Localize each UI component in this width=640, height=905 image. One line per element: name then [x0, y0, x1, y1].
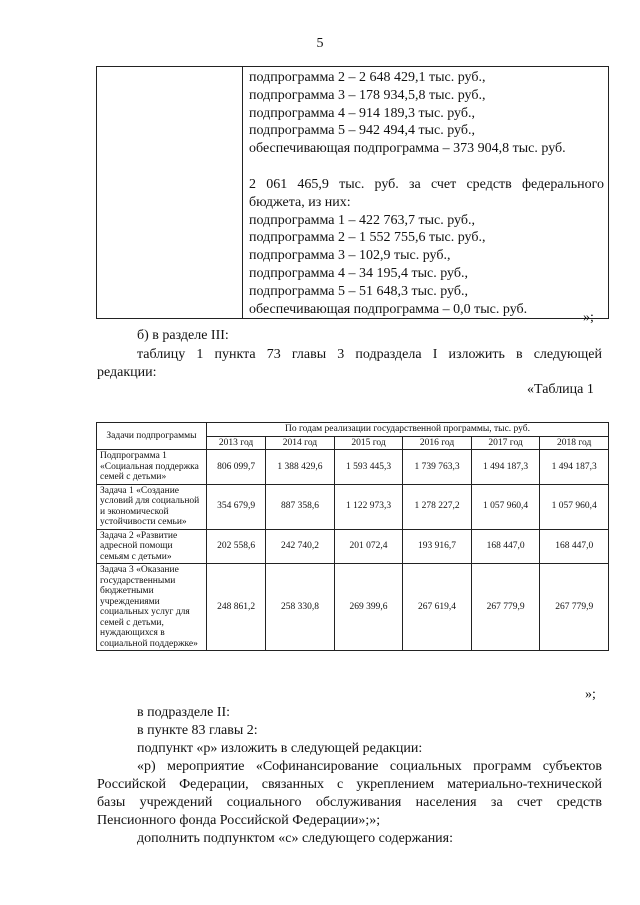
table-row [97, 564, 609, 651]
section-heading: б) в разделе III: [137, 328, 229, 343]
value-cell: 1 593 445,3 [334, 450, 403, 485]
value-cell: 269 399,6 [334, 564, 403, 651]
column-header-years: По годам реализации государственной программы, тыс. руб. [207, 423, 609, 437]
value-cell: 354 679,9 [207, 484, 266, 529]
value-cell: 267 779,9 [540, 564, 609, 651]
subitem-r-text: Российской Федерации, связанных с укреплением материально-технической [97, 777, 602, 792]
funding-line: подпрограмма 5 – 942 494,4 тыс. руб., [249, 123, 475, 139]
year-header: 2017 год [471, 436, 540, 450]
funding-line: подпрограмма 5 – 51 648,3 тыс. руб., [249, 283, 468, 299]
value-cell: 806 099,7 [207, 450, 266, 485]
value-cell: 1 278 227,2 [403, 484, 472, 529]
federal-budget-line: 2 061 465,9 тыс. руб. за счет средств федерального [249, 176, 604, 192]
funding-line: подпрограмма 4 – 34 195,4 тыс. руб., [249, 265, 468, 281]
funding-line: подпрограмма 2 – 1 552 755,6 тыс. руб., [249, 230, 486, 246]
funding-line: подпрограмма 1 – 422 763,7 тыс. руб., [249, 212, 475, 228]
value-cell: 193 916,7 [403, 529, 472, 564]
task-cell: Задача 3 «Оказание государственными бюджетными учреждениями социальных услуг для семей с детьми, нуждающихся в социальной поддержке» [97, 564, 207, 651]
value-cell: 887 358,6 [266, 484, 335, 529]
value-cell: 1 494 187,3 [540, 450, 609, 485]
value-cell: 168 447,0 [471, 529, 540, 564]
item-heading: в пункте 83 главы 2: [137, 723, 258, 738]
closing-quote: »; [585, 687, 596, 702]
value-cell: 1 388 429,6 [266, 450, 335, 485]
subitem-r-text: базы учреждений социального обслуживания населения за счет средств [97, 795, 602, 810]
table-row [97, 450, 609, 485]
value-cell: 258 330,8 [266, 564, 335, 651]
funding-line: подпрограмма 3 – 178 934,5,8 тыс. руб., [249, 87, 486, 103]
task-cell: Подпрограмма 1 «Социальная поддержка семей с детьми» [97, 450, 207, 485]
funding-table-text-cell [243, 67, 609, 319]
task-cell: Задача 1 «Создание условий для социальной и экономической устойчивости семьи» [97, 484, 207, 529]
table-caption: «Таблица 1 [527, 382, 594, 397]
value-cell: 1 057 960,4 [471, 484, 540, 529]
subitem-r-text: Пенсионного фонда Российской Федерации»;»; [97, 813, 381, 828]
value-cell: 1 122 973,3 [334, 484, 403, 529]
value-cell: 267 619,4 [403, 564, 472, 651]
page-number: 5 [316, 36, 324, 51]
subsection-heading: в подразделе II: [137, 705, 231, 720]
subitem-text: подпункт «р» изложить в следующей редакции: [137, 741, 423, 756]
value-cell: 248 861,2 [207, 564, 266, 651]
value-cell: 1 739 763,3 [403, 450, 472, 485]
column-header-task: Задачи подпрограммы [97, 423, 207, 450]
value-cell: 201 072,4 [334, 529, 403, 564]
funding-line: обеспечивающая подпрограмма – 373 904,8 тыс. руб. [249, 141, 566, 157]
year-header: 2018 год [540, 436, 609, 450]
funding-line: обеспечивающая подпрограмма – 0,0 тыс. руб. [249, 301, 528, 317]
year-header: 2015 год [334, 436, 403, 450]
addition-text: дополнить подпунктом «с» следующего содержания: [137, 831, 454, 846]
value-cell: 242 740,2 [266, 529, 335, 564]
funding-line: подпрограмма 4 – 914 189,3 тыс. руб., [249, 105, 475, 121]
subitem-r-text: «р) мероприятие «Софинансирование социальных программ субъектов [137, 759, 602, 774]
value-cell: 1 057 960,4 [540, 484, 609, 529]
table-row [97, 484, 609, 529]
value-cell: 202 558,6 [207, 529, 266, 564]
year-header: 2013 год [207, 436, 266, 450]
year-header: 2016 год [403, 436, 472, 450]
budget-table [96, 422, 609, 651]
closing-quote: »; [583, 310, 594, 325]
instruction-text: редакции: [97, 365, 157, 380]
value-cell: 1 494 187,3 [471, 450, 540, 485]
funding-table-empty-cell [97, 67, 243, 319]
funding-line: подпрограмма 2 – 2 648 429,1 тыс. руб., [249, 70, 486, 85]
task-cell: Задача 2 «Развитие адресной помощи семьям с детьми» [97, 529, 207, 564]
table-row [97, 529, 609, 564]
funding-line: подпрограмма 3 – 102,9 тыс. руб., [249, 248, 451, 264]
value-cell: 267 779,9 [471, 564, 540, 651]
value-cell: 168 447,0 [540, 529, 609, 564]
funding-table [96, 66, 609, 319]
instruction-text: таблицу 1 пункта 73 главы 3 подраздела I изложить в следующей [137, 347, 602, 362]
year-header: 2014 год [266, 436, 335, 450]
federal-budget-line: бюджета, из них: [249, 194, 351, 210]
